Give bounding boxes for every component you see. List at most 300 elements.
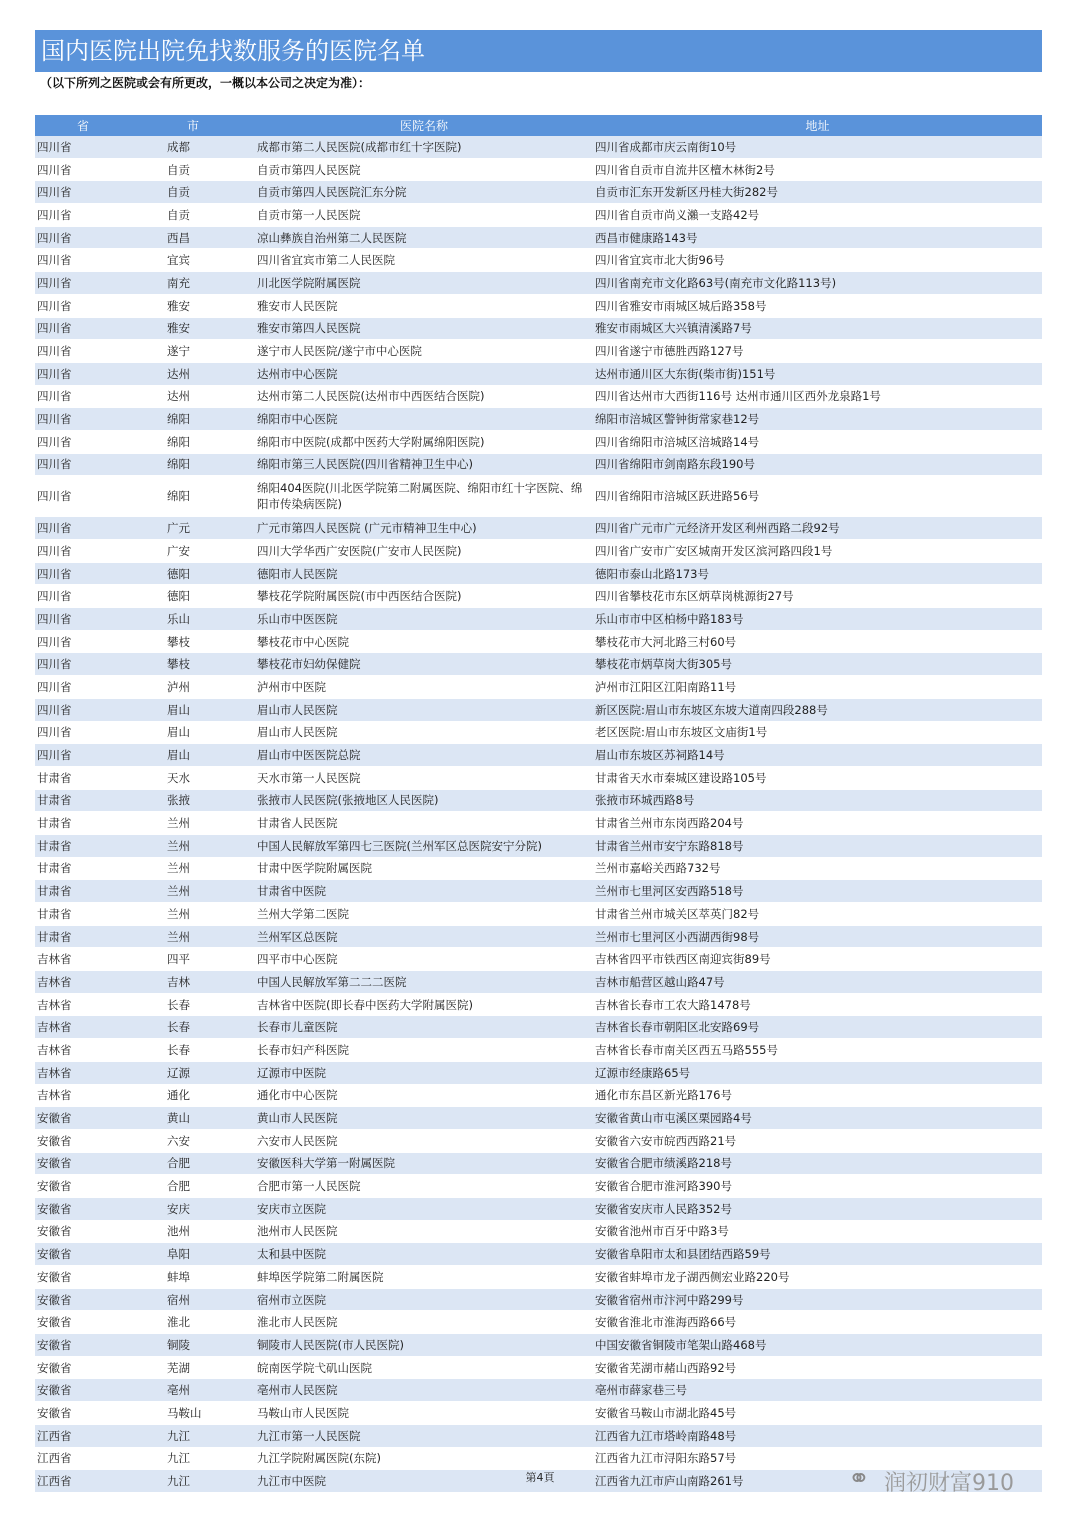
cell-city: 四平 — [131, 948, 255, 971]
cell-address: 老区医院:眉山市东坡区文庙街1号 — [593, 721, 1042, 744]
table-row — [35, 676, 1042, 699]
cell-province: 甘肃省 — [35, 812, 131, 835]
cell-province: 四川省 — [35, 476, 131, 517]
cell-province: 四川省 — [35, 653, 131, 676]
cell-hospital-name: 六安市人民医院 — [255, 1129, 593, 1152]
cell-city: 眉山 — [131, 744, 255, 767]
cell-hospital-name: 达州市中心医院 — [255, 362, 593, 385]
table-row — [35, 517, 1042, 540]
table-row — [35, 744, 1042, 767]
cell-hospital-name: 甘肃中医学院附属医院 — [255, 857, 593, 880]
table-row — [35, 1129, 1042, 1152]
table-row — [35, 653, 1042, 676]
cell-city: 自贡 — [131, 181, 255, 204]
cell-hospital-name: 宿州市立医院 — [255, 1288, 593, 1311]
table-row — [35, 1175, 1042, 1198]
cell-hospital-name: 攀枝花市妇幼保健院 — [255, 653, 593, 676]
cell-province: 吉林省 — [35, 993, 131, 1016]
table-row — [35, 1424, 1042, 1447]
table-row — [35, 294, 1042, 317]
cell-hospital-name: 张掖市人民医院(张掖地区人民医院) — [255, 789, 593, 812]
cell-province: 吉林省 — [35, 948, 131, 971]
cell-city: 池州 — [131, 1220, 255, 1243]
cell-hospital-name: 九江市第一人民医院 — [255, 1424, 593, 1447]
cell-address: 德阳市泰山北路173号 — [593, 562, 1042, 585]
cell-city: 广元 — [131, 517, 255, 540]
cell-province: 安徽省 — [35, 1311, 131, 1334]
cell-province: 安徽省 — [35, 1402, 131, 1425]
cell-hospital-name: 四平市中心医院 — [255, 948, 593, 971]
cell-hospital-name: 兰州军区总医院 — [255, 925, 593, 948]
header-hospital-name: 医院名称 — [255, 115, 593, 136]
cell-address: 安徽省蚌埠市龙子湖西侧宏业路220号 — [593, 1266, 1042, 1289]
cell-province: 甘肃省 — [35, 903, 131, 926]
cell-city: 兰州 — [131, 834, 255, 857]
table-row — [35, 1311, 1042, 1334]
cell-hospital-name: 合肥市第一人民医院 — [255, 1175, 593, 1198]
cell-hospital-name: 绵阳404医院(川北医学院第二附属医院、绵阳市红十字医院、绵阳市传染病医院) — [255, 476, 593, 517]
cell-address: 安徽省黄山市屯溪区栗园路4号 — [593, 1107, 1042, 1130]
cell-address: 安徽省合肥市绩溪路218号 — [593, 1152, 1042, 1175]
table-row — [35, 1061, 1042, 1084]
table-row — [35, 585, 1042, 608]
cell-province: 四川省 — [35, 721, 131, 744]
cell-province: 四川省 — [35, 562, 131, 585]
cell-address: 安徽省池州市百牙中路3号 — [593, 1220, 1042, 1243]
cell-hospital-name: 长春市妇产科医院 — [255, 1039, 593, 1062]
cell-city: 六安 — [131, 1129, 255, 1152]
cell-address: 攀枝花市大河北路三村60号 — [593, 630, 1042, 653]
cell-address: 四川省成都市庆云南街10号 — [593, 136, 1042, 158]
cell-address: 安徽省合肥市淮河路390号 — [593, 1175, 1042, 1198]
cell-address: 吉林市船营区越山路47号 — [593, 971, 1042, 994]
table-row — [35, 925, 1042, 948]
cell-city: 蚌埠 — [131, 1266, 255, 1289]
cell-city: 宿州 — [131, 1288, 255, 1311]
cell-province: 四川省 — [35, 430, 131, 453]
table-row — [35, 1379, 1042, 1402]
cell-hospital-name: 通化市中心医院 — [255, 1084, 593, 1107]
header-address: 地址 — [593, 115, 1042, 136]
table-row — [35, 903, 1042, 926]
table-row — [35, 698, 1042, 721]
cell-hospital-name: 乐山市中医医院 — [255, 608, 593, 631]
cell-province: 安徽省 — [35, 1107, 131, 1130]
cell-city: 通化 — [131, 1084, 255, 1107]
cell-city: 阜阳 — [131, 1243, 255, 1266]
cell-province: 安徽省 — [35, 1288, 131, 1311]
cell-city: 九江 — [131, 1447, 255, 1470]
cell-address: 自贡市汇东开发新区丹桂大街282号 — [593, 181, 1042, 204]
cell-province: 甘肃省 — [35, 925, 131, 948]
cell-hospital-name: 皖南医学院弋矶山医院 — [255, 1356, 593, 1379]
cell-address: 四川省广元市广元经济开发区利州西路二段92号 — [593, 517, 1042, 540]
cell-hospital-name: 眉山市中医医院总院 — [255, 744, 593, 767]
table-row — [35, 430, 1042, 453]
cell-city: 德阳 — [131, 585, 255, 608]
cell-province: 安徽省 — [35, 1197, 131, 1220]
cell-hospital-name: 亳州市人民医院 — [255, 1379, 593, 1402]
cell-address: 四川省宜宾市北大街96号 — [593, 249, 1042, 272]
cell-city: 黄山 — [131, 1107, 255, 1130]
table-row — [35, 362, 1042, 385]
cell-address: 辽源市经康路65号 — [593, 1061, 1042, 1084]
cell-city: 兰州 — [131, 812, 255, 835]
cell-hospital-name: 雅安市第四人民医院 — [255, 317, 593, 340]
cell-hospital-name: 眉山市人民医院 — [255, 721, 593, 744]
cell-city: 广安 — [131, 540, 255, 563]
table-row — [35, 340, 1042, 363]
cell-address: 四川省绵阳市涪城区跃进路56号 — [593, 476, 1042, 517]
table-row — [35, 789, 1042, 812]
cell-city: 绵阳 — [131, 453, 255, 476]
cell-address: 安徽省六安市皖西西路21号 — [593, 1129, 1042, 1152]
cell-city: 西昌 — [131, 226, 255, 249]
cell-city: 自贡 — [131, 158, 255, 181]
cell-province: 四川省 — [35, 204, 131, 227]
cell-hospital-name: 广元市第四人民医院 (广元市精神卫生中心) — [255, 517, 593, 540]
cell-province: 安徽省 — [35, 1152, 131, 1175]
cell-province: 吉林省 — [35, 1016, 131, 1039]
cell-hospital-name: 攀枝花市中心医院 — [255, 630, 593, 653]
cell-province: 甘肃省 — [35, 766, 131, 789]
table-row — [35, 1152, 1042, 1175]
table-row — [35, 1197, 1042, 1220]
cell-address: 张掖市环城西路8号 — [593, 789, 1042, 812]
page-title: 国内医院出院免找数服务的医院名单 — [35, 30, 1042, 72]
cell-city: 九江 — [131, 1424, 255, 1447]
cell-city: 天水 — [131, 766, 255, 789]
cell-province: 甘肃省 — [35, 880, 131, 903]
cell-province: 安徽省 — [35, 1379, 131, 1402]
cell-hospital-name: 川北医学院附属医院 — [255, 272, 593, 295]
cell-province: 安徽省 — [35, 1356, 131, 1379]
cell-city: 九江 — [131, 1470, 255, 1493]
cell-city: 德阳 — [131, 562, 255, 585]
cell-province: 四川省 — [35, 272, 131, 295]
cell-city: 长春 — [131, 993, 255, 1016]
page-number: 第4頁 — [525, 1471, 555, 1484]
cell-hospital-name: 黄山市人民医院 — [255, 1107, 593, 1130]
wechat-icon: ⚭ — [848, 1464, 870, 1494]
cell-address: 吉林省长春市工农大路1478号 — [593, 993, 1042, 1016]
header-province: 省 — [35, 115, 131, 136]
table-row — [35, 158, 1042, 181]
cell-city: 亳州 — [131, 1379, 255, 1402]
cell-province: 四川省 — [35, 385, 131, 408]
cell-hospital-name: 甘肃省中医院 — [255, 880, 593, 903]
cell-address: 江西省九江市庐山南路261号 — [593, 1470, 1042, 1493]
table-row — [35, 721, 1042, 744]
cell-province: 甘肃省 — [35, 857, 131, 880]
disclaimer-note: （以下所列之医院或会有所更改，一概以本公司之决定为准）： — [40, 76, 371, 90]
table-row — [35, 181, 1042, 204]
cell-province: 四川省 — [35, 317, 131, 340]
cell-address: 安徽省马鞍山市湖北路45号 — [593, 1402, 1042, 1425]
cell-hospital-name: 铜陵市人民医院(市人民医院) — [255, 1334, 593, 1357]
cell-province: 四川省 — [35, 517, 131, 540]
cell-address: 西昌市健康路143号 — [593, 226, 1042, 249]
cell-address: 四川省绵阳市剑南路东段190号 — [593, 453, 1042, 476]
cell-hospital-name: 自贡市第一人民医院 — [255, 204, 593, 227]
cell-hospital-name: 九江市中医院 — [255, 1470, 593, 1493]
table-row — [35, 857, 1042, 880]
table-row — [35, 1288, 1042, 1311]
cell-hospital-name: 安庆市立医院 — [255, 1197, 593, 1220]
table-row — [35, 993, 1042, 1016]
table-row — [35, 540, 1042, 563]
cell-city: 张掖 — [131, 789, 255, 812]
table-row — [35, 226, 1042, 249]
table-row — [35, 948, 1042, 971]
cell-city: 芜湖 — [131, 1356, 255, 1379]
cell-address: 乐山市市中区柏杨中路183号 — [593, 608, 1042, 631]
cell-address: 安徽省芜湖市赭山西路92号 — [593, 1356, 1042, 1379]
cell-province: 甘肃省 — [35, 834, 131, 857]
cell-city: 马鞍山 — [131, 1402, 255, 1425]
cell-city: 乐山 — [131, 608, 255, 631]
cell-city: 吉林 — [131, 971, 255, 994]
cell-hospital-name: 天水市第一人民医院 — [255, 766, 593, 789]
cell-address: 眉山市东坡区苏祠路14号 — [593, 744, 1042, 767]
cell-hospital-name: 中国人民解放军第四七三医院(兰州军区总医院安宁分院) — [255, 834, 593, 857]
cell-address: 甘肃省天水市秦城区建设路105号 — [593, 766, 1042, 789]
cell-city: 雅安 — [131, 317, 255, 340]
cell-address: 甘肃省兰州市安宁东路818号 — [593, 834, 1042, 857]
cell-city: 合肥 — [131, 1152, 255, 1175]
cell-hospital-name: 绵阳市中心医院 — [255, 408, 593, 431]
cell-province: 吉林省 — [35, 1039, 131, 1062]
table-row — [35, 1402, 1042, 1425]
cell-address: 甘肃省兰州市城关区萃英门82号 — [593, 903, 1042, 926]
cell-hospital-name: 兰州大学第二医院 — [255, 903, 593, 926]
cell-hospital-name: 雅安市人民医院 — [255, 294, 593, 317]
cell-address: 绵阳市涪城区警钟街常家巷12号 — [593, 408, 1042, 431]
cell-address: 吉林省四平市铁西区南迎宾街89号 — [593, 948, 1042, 971]
cell-province: 江西省 — [35, 1424, 131, 1447]
cell-address: 吉林省长春市朝阳区北安路69号 — [593, 1016, 1042, 1039]
cell-city: 攀枝 — [131, 630, 255, 653]
cell-address: 甘肃省兰州市东岗西路204号 — [593, 812, 1042, 835]
cell-province: 四川省 — [35, 340, 131, 363]
cell-hospital-name: 安徽医科大学第一附属医院 — [255, 1152, 593, 1175]
table-row — [35, 272, 1042, 295]
cell-city: 自贡 — [131, 204, 255, 227]
cell-province: 江西省 — [35, 1447, 131, 1470]
cell-city: 绵阳 — [131, 408, 255, 431]
cell-hospital-name: 吉林省中医院(即长春中医药大学附属医院) — [255, 993, 593, 1016]
cell-address: 四川省达州市大西街116号 达州市通川区西外龙泉路1号 — [593, 385, 1042, 408]
cell-address: 安徽省宿州市汴河中路299号 — [593, 1288, 1042, 1311]
table-row — [35, 385, 1042, 408]
cell-hospital-name: 中国人民解放军第二二二医院 — [255, 971, 593, 994]
table-row — [35, 408, 1042, 431]
cell-address: 中国安徽省铜陵市笔架山路468号 — [593, 1334, 1042, 1357]
table-row — [35, 317, 1042, 340]
cell-city: 铜陵 — [131, 1334, 255, 1357]
table-row — [35, 766, 1042, 789]
cell-city: 兰州 — [131, 903, 255, 926]
cell-province: 四川省 — [35, 362, 131, 385]
cell-province: 安徽省 — [35, 1175, 131, 1198]
cell-address: 兰州市七里河区小西湖西街98号 — [593, 925, 1042, 948]
cell-hospital-name: 长春市儿童医院 — [255, 1016, 593, 1039]
table-row — [35, 476, 1042, 517]
table-row — [35, 249, 1042, 272]
cell-hospital-name: 甘肃省人民医院 — [255, 812, 593, 835]
cell-address: 四川省遂宁市德胜西路127号 — [593, 340, 1042, 363]
cell-city: 长春 — [131, 1039, 255, 1062]
cell-hospital-name: 凉山彝族自治州第二人民医院 — [255, 226, 593, 249]
cell-city: 雅安 — [131, 294, 255, 317]
cell-province: 四川省 — [35, 294, 131, 317]
cell-address: 亳州市薛家巷三号 — [593, 1379, 1042, 1402]
cell-address: 雅安市雨城区大兴镇清溪路7号 — [593, 317, 1042, 340]
cell-city: 绵阳 — [131, 430, 255, 453]
table-row — [35, 1016, 1042, 1039]
cell-province: 四川省 — [35, 608, 131, 631]
cell-hospital-name: 马鞍山市人民医院 — [255, 1402, 593, 1425]
cell-address: 兰州市七里河区安西路518号 — [593, 880, 1042, 903]
cell-city: 淮北 — [131, 1311, 255, 1334]
watermark — [848, 1462, 1048, 1498]
cell-city: 遂宁 — [131, 340, 255, 363]
table-row — [35, 136, 1042, 158]
cell-city: 宜宾 — [131, 249, 255, 272]
hospital-table — [35, 115, 1042, 1493]
cell-city: 兰州 — [131, 925, 255, 948]
cell-address: 江西省九江市浔阳东路57号 — [593, 1447, 1042, 1470]
watermark-text: 润初财富910 — [884, 1471, 1014, 1496]
table-row — [35, 1334, 1042, 1357]
cell-province: 安徽省 — [35, 1266, 131, 1289]
cell-city: 长春 — [131, 1016, 255, 1039]
cell-address: 四川省自贡市尚义瀨一支路42号 — [593, 204, 1042, 227]
cell-city: 辽源 — [131, 1061, 255, 1084]
cell-province: 四川省 — [35, 453, 131, 476]
cell-province: 安徽省 — [35, 1334, 131, 1357]
cell-province: 安徽省 — [35, 1129, 131, 1152]
cell-province: 四川省 — [35, 249, 131, 272]
cell-hospital-name: 辽源市中医院 — [255, 1061, 593, 1084]
cell-city: 兰州 — [131, 857, 255, 880]
table-header-row — [35, 115, 1042, 136]
cell-hospital-name: 自贡市第四人民医院 — [255, 158, 593, 181]
cell-city: 泸州 — [131, 676, 255, 699]
cell-hospital-name: 绵阳市中医院(成都中医药大学附属绵阳医院) — [255, 430, 593, 453]
table-row — [35, 204, 1042, 227]
cell-province: 四川省 — [35, 226, 131, 249]
cell-province: 四川省 — [35, 744, 131, 767]
cell-address: 安徽省阜阳市太和县团结西路59号 — [593, 1243, 1042, 1266]
cell-city: 达州 — [131, 385, 255, 408]
cell-province: 吉林省 — [35, 1084, 131, 1107]
table-row — [35, 453, 1042, 476]
header-city: 市 — [131, 115, 255, 136]
table-row — [35, 971, 1042, 994]
cell-hospital-name: 眉山市人民医院 — [255, 698, 593, 721]
cell-hospital-name: 蚌埠医学院第二附属医院 — [255, 1266, 593, 1289]
cell-city: 合肥 — [131, 1175, 255, 1198]
cell-city: 眉山 — [131, 698, 255, 721]
table-row — [35, 1107, 1042, 1130]
cell-province: 四川省 — [35, 158, 131, 181]
table-row — [35, 608, 1042, 631]
cell-province: 四川省 — [35, 676, 131, 699]
table-row — [35, 1243, 1042, 1266]
cell-province: 江西省 — [35, 1470, 131, 1493]
cell-address: 四川省广安市广安区城南开发区滨河路四段1号 — [593, 540, 1042, 563]
cell-address: 吉林省长春市南关区西五马路555号 — [593, 1039, 1042, 1062]
cell-city: 兰州 — [131, 880, 255, 903]
cell-province: 四川省 — [35, 136, 131, 158]
cell-city: 绵阳 — [131, 476, 255, 517]
cell-province: 安徽省 — [35, 1220, 131, 1243]
cell-address: 四川省绵阳市涪城区涪城路14号 — [593, 430, 1042, 453]
table-row — [35, 562, 1042, 585]
cell-hospital-name: 达州市第二人民医院(达州市中西医结合医院) — [255, 385, 593, 408]
cell-city: 安庆 — [131, 1197, 255, 1220]
cell-hospital-name: 池州市人民医院 — [255, 1220, 593, 1243]
table-row — [35, 1220, 1042, 1243]
cell-hospital-name: 攀枝花学院附属医院(市中西医结合医院) — [255, 585, 593, 608]
cell-address: 四川省自贡市自流井区檀木林街2号 — [593, 158, 1042, 181]
table-row — [35, 812, 1042, 835]
table-row — [35, 834, 1042, 857]
cell-hospital-name: 成都市第二人民医院(成都市红十字医院) — [255, 136, 593, 158]
cell-province: 安徽省 — [35, 1243, 131, 1266]
table-row — [35, 1039, 1042, 1062]
cell-city: 南充 — [131, 272, 255, 295]
cell-address: 四川省攀枝花市东区炳草岗桃源街27号 — [593, 585, 1042, 608]
cell-province: 四川省 — [35, 585, 131, 608]
cell-address: 四川省南充市文化路63号(南充市文化路113号) — [593, 272, 1042, 295]
cell-province: 甘肃省 — [35, 789, 131, 812]
cell-province: 四川省 — [35, 408, 131, 431]
cell-hospital-name: 德阳市人民医院 — [255, 562, 593, 585]
cell-province: 四川省 — [35, 698, 131, 721]
cell-address: 江西省九江市塔岭南路48号 — [593, 1424, 1042, 1447]
cell-hospital-name: 太和县中医院 — [255, 1243, 593, 1266]
table-row — [35, 1266, 1042, 1289]
cell-address: 通化市东昌区新光路176号 — [593, 1084, 1042, 1107]
cell-hospital-name: 绵阳市第三人民医院(四川省精神卫生中心) — [255, 453, 593, 476]
cell-province: 吉林省 — [35, 1061, 131, 1084]
cell-address: 攀枝花市炳草岗大街305号 — [593, 653, 1042, 676]
cell-hospital-name: 泸州市中医院 — [255, 676, 593, 699]
cell-address: 达州市通川区大东街(柴市街)151号 — [593, 362, 1042, 385]
table-row — [35, 1356, 1042, 1379]
cell-city: 达州 — [131, 362, 255, 385]
table-row — [35, 880, 1042, 903]
cell-hospital-name: 四川大学华西广安医院(广安市人民医院) — [255, 540, 593, 563]
table-row — [35, 630, 1042, 653]
cell-hospital-name: 自贡市第四人民医院汇东分院 — [255, 181, 593, 204]
cell-hospital-name: 淮北市人民医院 — [255, 1311, 593, 1334]
cell-hospital-name: 遂宁市人民医院/遂宁市中心医院 — [255, 340, 593, 363]
cell-province: 四川省 — [35, 540, 131, 563]
cell-province: 四川省 — [35, 630, 131, 653]
cell-hospital-name: 四川省宜宾市第二人民医院 — [255, 249, 593, 272]
cell-address: 安徽省淮北市淮海西路66号 — [593, 1311, 1042, 1334]
cell-city: 眉山 — [131, 721, 255, 744]
table-row — [35, 1084, 1042, 1107]
cell-address: 四川省雅安市雨城区城后路358号 — [593, 294, 1042, 317]
cell-city: 攀枝 — [131, 653, 255, 676]
cell-address: 泸州市江阳区江阳南路11号 — [593, 676, 1042, 699]
cell-address: 新区医院:眉山市东坡区东坡大道南四段288号 — [593, 698, 1042, 721]
cell-province: 吉林省 — [35, 971, 131, 994]
